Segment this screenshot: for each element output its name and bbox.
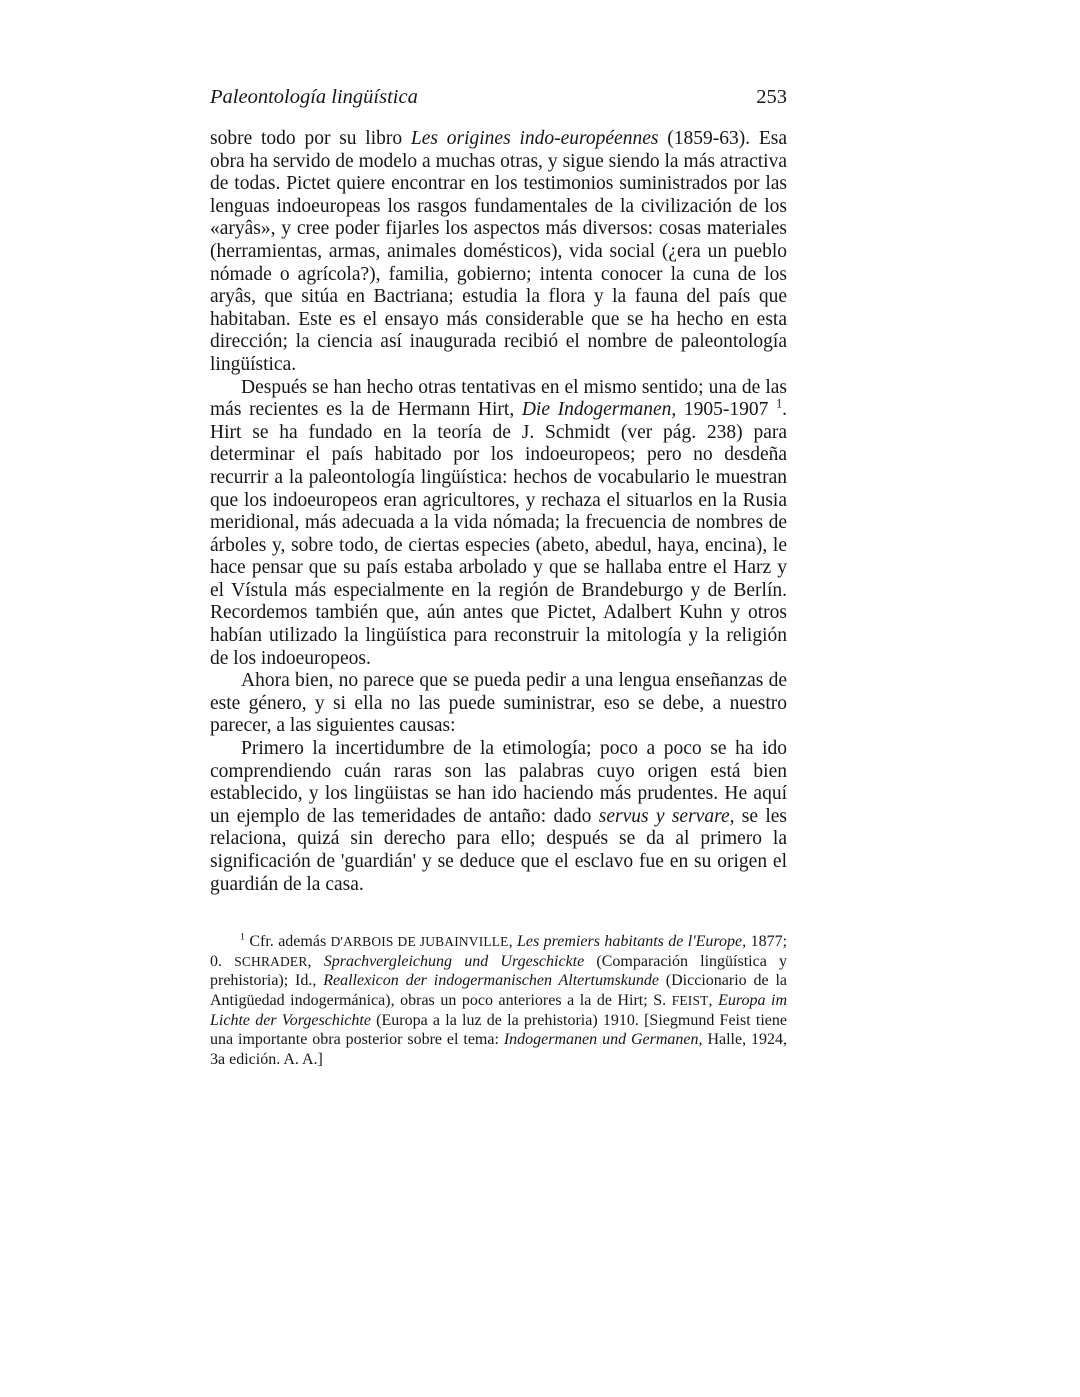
text-column bbox=[210, 86, 787, 1069]
paragraph-continuation: sobre todo por su libro Les origines indo-européennes (1859-63). Esa obra ha servido de modelo a muchas otras, y sigue siendo la más atractiva de todas. Pictet quiere encontrar en los testimonios suministrados por las lenguas indoeuropeas los rasgos fundamentales de la civilización de los «aryâs», y cree poder fijarles los aspectos más diversos: cosas materiales (herramientas, armas, animales domésticos), vida social (¿era un pueblo nómade o agrícola?), familia, gobierno; intenta conocer la cuna de los aryâs, que sitúa en Bactriana; estudia la flora y la fauna del país que habitaban. Este es el ensayo más considerable que se ha hecho en esta dirección; la ciencia así inaugurada recibió el nombre de paleontología lingüística. bbox=[210, 128, 787, 375]
paragraph-hirt: Después se han hecho otras tentativas en el mismo sentido; una de las más recientes es la de Hermann Hirt, Die Indogermanen, 1905-1907 $^1$. Hirt se ha fundado en la teoría de J. Schmidt (ver pág. 238) para determinar el país habitado por los indoeuropeos; pero no desdeña recurrir a la paleontología lingüística: hechos de vocabulario le muestran que los indoeuropeos eran agricultores, y rechaza el situarlos en la Rusia meridional, más adecuada a la vida nómada; la frecuencia de nombres de árboles y, sobre todo, de ciertas especies (abeto, abedul, haya, encina), le hace pensar que su país estaba arbolado y que se hallaba entre el Harz y el Vístula más especialmente en la región de Brandeburgo y de Berlín. Recordemos también que, aún antes que Pictet, Adalbert Kuhn y otros habían utilizado la lingüística para reconstruir la mitología y la religión de los indoeuropeos. bbox=[210, 376, 787, 669]
running-title: Paleontología lingüística bbox=[210, 86, 418, 108]
paragraph-etimologia: Primero la incertidumbre de la etimología; poco a poco se ha ido comprendiendo cuán raras son las palabras cuyo origen está bien establecido, y los lingüistas se han ido haciendo más prudentes. He aquí un ejemplo de las temeridades de antaño: dado servus y servare, se les relaciona, quizá sin derecho para ello; después se da al primero la significación de 'guardián' y se deduce que el esclavo fue en su origen el guardián de la casa. bbox=[210, 738, 788, 895]
footnote-text: $^1$ Cfr. además D'ARBOIS DE JUBAINVILLE, Les premiers habitants de l'Europe, 1877; 0. SCHRADER, Sprachvergleichung und Urgeschickte (Comparación lingüística y prehistoria); Id., Reallexicon der indogermanischen Altertumskunde (Diccionario de la Antigüedad indogermánica), obras un poco anteriores a la de Hirt; S. FEIST, Europa im Lichte der Vorgeschichte (Europa a la luz de la prehistoria) 1910. [Siegmund Feist tiene una importante obra posterior sobre el tema: Indogermanen und Germanen, Halle, 1924, 3a edición. A. A.] bbox=[210, 931, 788, 1068]
page-header bbox=[210, 86, 787, 108]
page-number: 253 bbox=[756, 86, 787, 108]
body-text bbox=[210, 128, 787, 896]
footnote-block bbox=[210, 932, 787, 1069]
paragraph-ahora-bien: Ahora bien, no parece que se pueda pedir a una lengua enseñanzas de este género, y si ella no las puede suministrar, eso se debe, a nuestro parecer, a las siguientes causas: bbox=[210, 670, 787, 737]
